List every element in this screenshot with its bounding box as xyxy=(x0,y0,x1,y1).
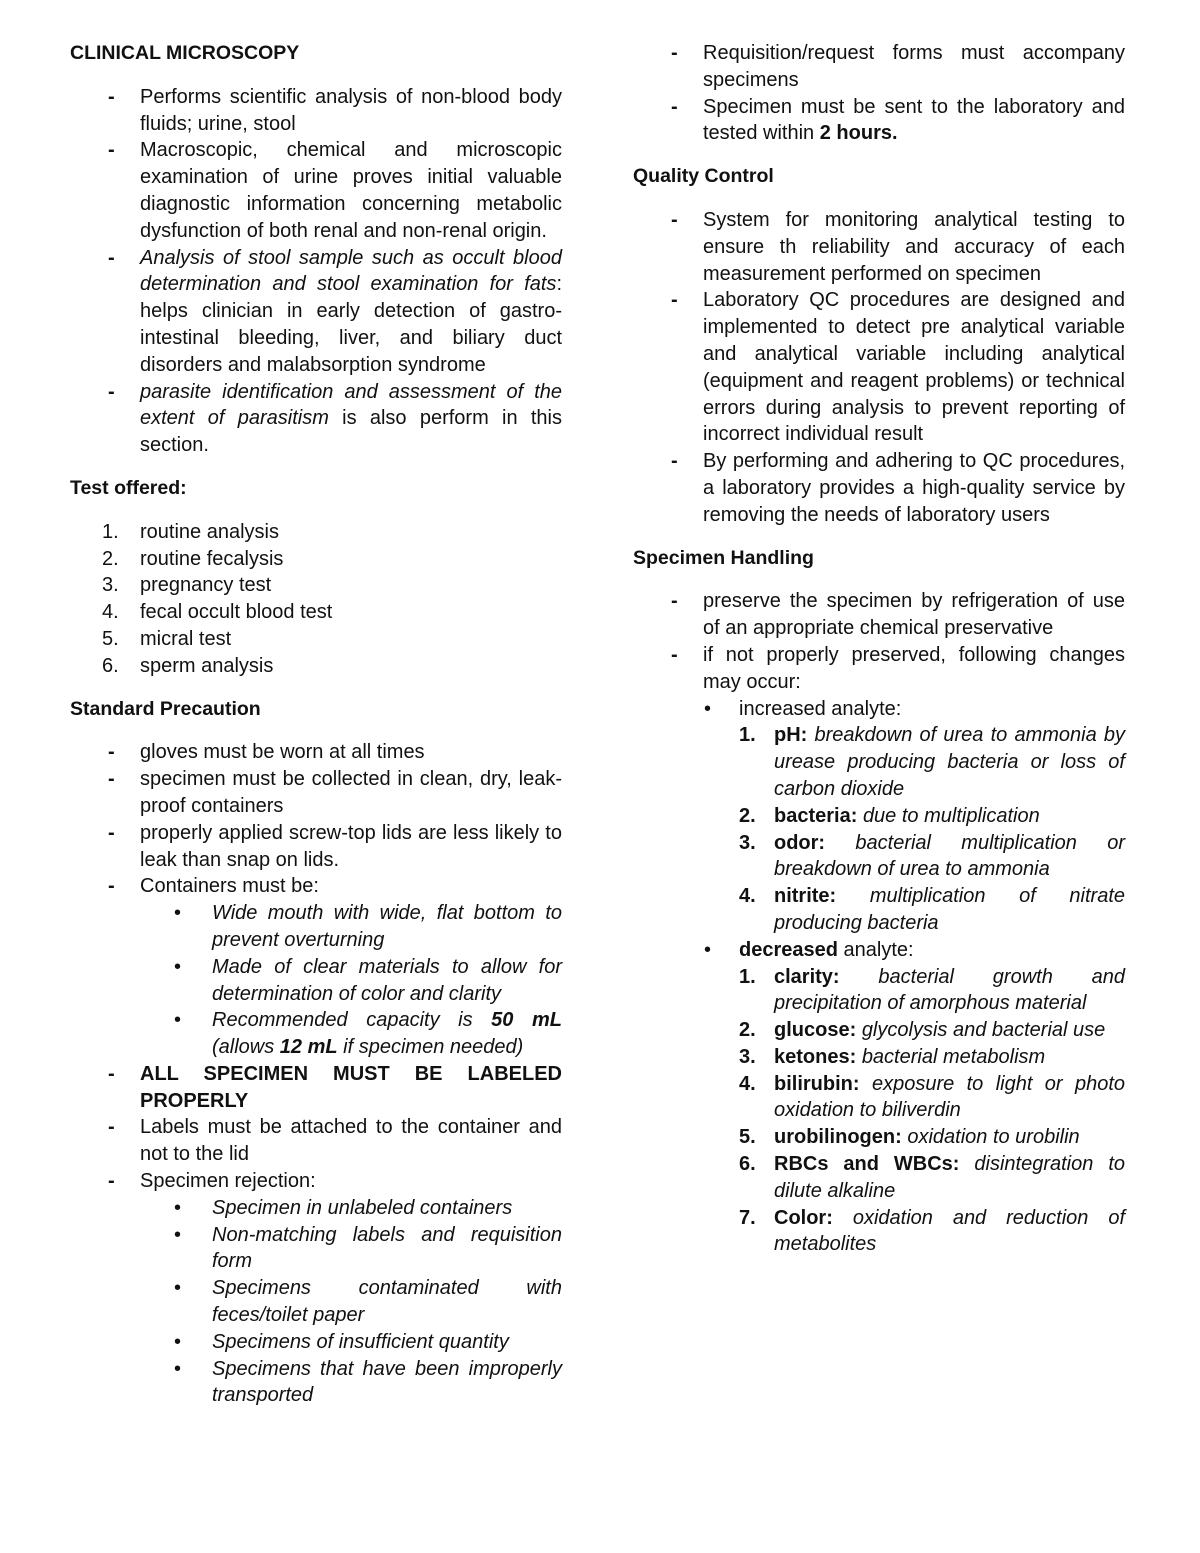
list-item: 5. urobilinogen: oxidation to urobilin xyxy=(739,1126,1080,1149)
right-column xyxy=(633,40,1125,1258)
qc-heading: Quality Control xyxy=(633,165,774,188)
requisition-list xyxy=(633,40,1125,147)
list-item: 5. micral test xyxy=(102,627,232,650)
list-item: - System for monitoring analytical testing to ensure th reliability and accuracy of each measurement performed on specimen xyxy=(633,207,1125,287)
list-item: - if not properly preserved, following changes may occur: • increased analyte: 1. pH: breakdown of urea to ammonia by urease producing bacteria or loss of carbon dioxide 2. bacteria: due to multiplication 3. odor: bacterial multiplication or breakdown of urea to ammonia 4. nitrite: multiplication of nitrate producing bacteria • decreased analyte: 1. clarity: bacterial growth and precipitation of amorphous material 2. glucose: glycolysis and bacterial use 3. ketones: bacterial metabolism 4. bilirubin: exposure to light or photo oxidation to biliverdin 5. urobilinogen: oxidation to urobilin 6. RBCs and WBCs: disintegration to dilute alkaline 7. Color: oxidation and reduction of metabolites xyxy=(633,642,1125,1258)
list-item: 2. routine fecalysis xyxy=(102,547,284,570)
document-title: CLINICAL MICROSCOPY xyxy=(70,42,300,64)
list-item: 6. sperm analysis xyxy=(102,654,274,677)
list-item: - Requisition/request forms must accompany specimens xyxy=(633,40,1125,94)
precaution-list xyxy=(70,739,562,1409)
rejection-sublist xyxy=(70,1195,562,1409)
list-item: - Specimen must be sent to the laboratory and tested within 2 hours. xyxy=(633,94,1125,148)
container-sublist-wrap xyxy=(70,900,562,1061)
list-item: - parasite identification and assessment of the extent of parasitism is also perform in this section. xyxy=(70,379,562,459)
list-item: 4. fecal occult blood test xyxy=(102,601,333,624)
list-item: • Made of clear materials to allow for determination of color and clarity xyxy=(70,954,562,1008)
increased-analyte-list xyxy=(739,722,1125,936)
list-item: - Analysis of stool sample such as occult blood determination and stool examination for fats: helps clinician in early detection of gastro-intestinal bleeding, liver, and biliary duct disorders and malabsorption syndrome xyxy=(70,245,562,379)
list-item: 2. bacteria: due to multiplication xyxy=(739,804,1040,827)
list-item: • Specimens contaminated with feces/toilet paper xyxy=(70,1275,562,1329)
increased-analyte-item: • increased analyte: 1. pH: breakdown of urea to ammonia by urease producing bacteria or loss of carbon dioxide 2. bacteria: due to multiplication 3. odor: bacterial multiplication or breakdown of urea to ammonia 4. nitrite: multiplication of nitrate producing bacteria xyxy=(703,696,1125,937)
decreased-analyte-list xyxy=(739,964,1125,1259)
list-item: 4. bilirubin: exposure to light or photo oxidation to biliverdin xyxy=(739,1072,1126,1122)
decreased-analyte-item: • decreased analyte: 1. clarity: bacterial growth and precipitation of amorphous material 2. glucose: glycolysis and bacterial use 3. ketones: bacterial metabolism 4. bilirubin: exposure to light or photo oxidation to biliverdin 5. urobilinogen: oxidation to urobilin 6. RBCs and WBCs: disintegration to dilute alkaline 7. Color: oxidation and reduction of metabolites xyxy=(703,937,1125,1259)
list-item: 1. pH: breakdown of urea to ammonia by urease producing bacteria or loss of carbon dioxide xyxy=(739,724,1125,800)
analyte-change-list xyxy=(703,696,1125,1259)
list-item: - properly applied screw-top lids are less likely to leak than snap on lids. xyxy=(70,820,562,874)
handling-heading: Specimen Handling xyxy=(633,546,814,569)
qc-list xyxy=(633,207,1125,529)
list-item: 3. odor: bacterial multiplication or breakdown of urea to ammonia xyxy=(739,831,1125,881)
list-item: • Non-matching labels and requisition form xyxy=(70,1222,562,1276)
list-item: 3. pregnancy test xyxy=(102,574,272,597)
list-item: • Recommended capacity is 50 mL (allows 12 mL if specimen needed) xyxy=(70,1007,562,1061)
rejection-sublist-wrap xyxy=(70,1195,562,1409)
list-item: - preserve the specimen by refrigeration of use of an appropriate chemical preservative xyxy=(633,588,1125,642)
left-column xyxy=(70,40,562,1409)
list-item: - specimen must be collected in clean, dry, leak-proof containers xyxy=(70,766,562,820)
container-sublist xyxy=(70,900,562,1061)
list-item: - Labels must be attached to the container and not to the lid xyxy=(70,1114,562,1168)
intro-list xyxy=(70,84,562,459)
list-item: 3. ketones: bacterial metabolism xyxy=(739,1045,1046,1068)
precaution-heading: Standard Precaution xyxy=(70,697,261,720)
list-item: - By performing and adhering to QC procedures, a laboratory provides a high-quality service by removing the needs of laboratory users xyxy=(633,448,1125,528)
list-item: - Containers must be: xyxy=(70,873,562,900)
list-item: 6. RBCs and WBCs: disintegration to dilute alkaline xyxy=(739,1153,1125,1202)
tests-heading: Test offered: xyxy=(70,476,187,499)
list-item: • Specimen in unlabeled containers xyxy=(70,1195,562,1222)
list-item: - Macroscopic, chemical and microscopic examination of urine proves initial valuable diagnostic information concerning metabolic dysfunction of both renal and non-renal origin. xyxy=(70,137,562,244)
tests-list xyxy=(70,519,562,680)
list-item: • Specimens that have been improperly transported xyxy=(70,1356,562,1410)
list-item: - gloves must be worn at all times xyxy=(70,739,562,766)
handling-list xyxy=(633,588,1125,1258)
list-item: 1. clarity: bacterial growth and precipitation of amorphous material xyxy=(739,965,1126,1015)
list-item: 2. glucose: glycolysis and bacterial use xyxy=(739,1019,1106,1042)
list-item: - Specimen rejection: xyxy=(70,1168,562,1195)
list-item: - Laboratory QC procedures are designed and implemented to detect pre analytical variable and analytical variable including analytical (equipment and reagent problems) or technical errors during analysis to prevent reporting of incorrect individual result xyxy=(633,287,1125,448)
list-item: 7. Color: oxidation and reduction of metabolites xyxy=(739,1206,1125,1256)
list-item: • Wide mouth with wide, flat bottom to prevent overturning xyxy=(70,900,562,954)
list-item: 1. routine analysis xyxy=(102,520,279,543)
list-item: 4. nitrite: multiplication of nitrate producing bacteria xyxy=(739,885,1125,934)
list-item: - Performs scientific analysis of non-blood body fluids; urine, stool xyxy=(70,84,562,138)
list-item: • Specimens of insufficient quantity xyxy=(70,1329,562,1356)
list-item: - ALL SPECIMEN MUST BE LABELED PROPERLY xyxy=(70,1061,562,1115)
